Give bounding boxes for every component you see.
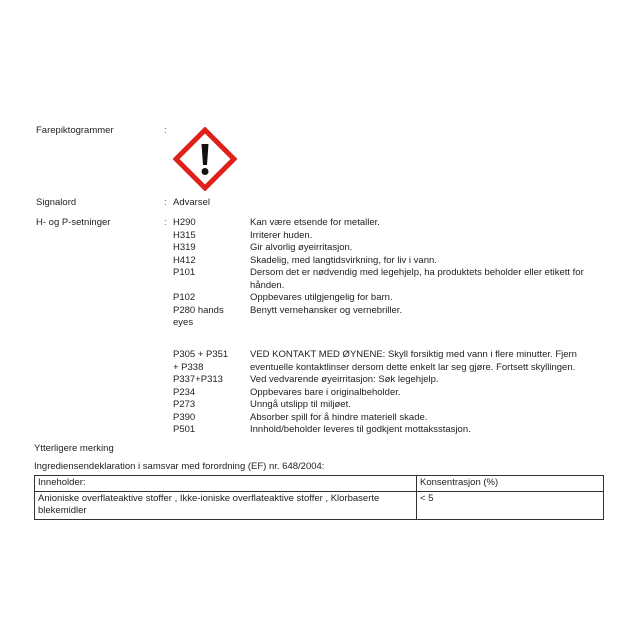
ingredients-title: Ingrediensendeklaration i samsvar med forordning (EF) nr. 648/2004: <box>34 461 325 472</box>
statement-text: Innhold/beholder leveres til godkjent mottaksstasjon. <box>250 424 471 435</box>
colon: : <box>164 197 167 208</box>
table-header-row <box>35 476 604 492</box>
statement-code: P234 <box>173 386 196 398</box>
colon: : <box>164 125 167 136</box>
statement-code: P501 <box>173 424 196 435</box>
statement-text: Irriterer huden. <box>250 229 313 241</box>
statement-text: Skadelig, med langtidsvirkning, for liv i vann. <box>250 254 437 266</box>
statement-code-cont: + P338 <box>173 361 204 373</box>
signal-word-value: Advarsel <box>173 197 210 208</box>
statement-code: H315 <box>173 229 196 241</box>
statement-text: Dersom det er nødvendig med legehjelp, ha produktets beholder eller etikett for <box>250 267 584 278</box>
signal-word-label: Signalord <box>36 197 77 208</box>
statement-text: Oppbevares utilgjengelig for barn. <box>250 292 393 303</box>
statement-code: H412 <box>173 254 196 266</box>
statement-code: H290 <box>173 217 196 228</box>
statement-text: Gir alvorlig øyeirritasjon. <box>250 242 353 253</box>
statement-text: Benytt vernehansker og vernebriller. <box>250 304 403 316</box>
statement-code: P390 <box>173 411 196 423</box>
statement-text: VED KONTAKT MED ØYNENE: Skyll forsiktig med vann i flere minutter. Fjern <box>250 349 577 360</box>
statement-text-cont: hånden. <box>250 279 285 291</box>
statement-text: Unngå utslipp til miljøet. <box>250 399 351 410</box>
pictogram-label: Farepiktogrammer <box>36 125 114 136</box>
statement-code: P337+P313 <box>173 374 223 385</box>
header-contains: Inneholder: <box>35 476 417 492</box>
statement-text-cont: eventuelle kontaktlinser dersom dette enkelt lar seg gjøre. Fortsett skyllingen. <box>250 361 576 373</box>
statements-label: H- og P-setninger <box>36 217 111 228</box>
exclamation-mark-pictogram-icon <box>173 127 237 191</box>
header-concentration: Konsentrasjon (%) <box>417 476 604 492</box>
statement-text: Kan være etsende for metaller. <box>250 217 380 228</box>
statement-code: H319 <box>173 242 196 253</box>
statement-code: P305 + P351 <box>173 349 229 360</box>
statement-code: P280 hands <box>173 304 224 316</box>
additional-label: Ytterligere merking <box>34 443 114 454</box>
statement-text: Oppbevares bare i originalbeholder. <box>250 386 401 398</box>
colon: : <box>164 217 167 228</box>
concentration-cell: < 5 <box>417 491 604 519</box>
statement-code: P101 <box>173 267 196 278</box>
statement-text: Ved vedvarende øyeirritasjon: Søk legehjelp. <box>250 374 439 385</box>
statement-code-cont: eyes <box>173 317 194 328</box>
statement-code: P273 <box>173 399 196 410</box>
statement-code: P102 <box>173 292 196 303</box>
table-row <box>35 491 604 519</box>
statement-text: Absorber spill for å hindre materiell skade. <box>250 411 428 423</box>
ingredients-table <box>34 475 604 520</box>
ingredient-cell: Anioniske overflateaktive stoffer , Ikke-ioniske overflateaktive stoffer , Klorbaserte blekemidler <box>35 491 417 519</box>
